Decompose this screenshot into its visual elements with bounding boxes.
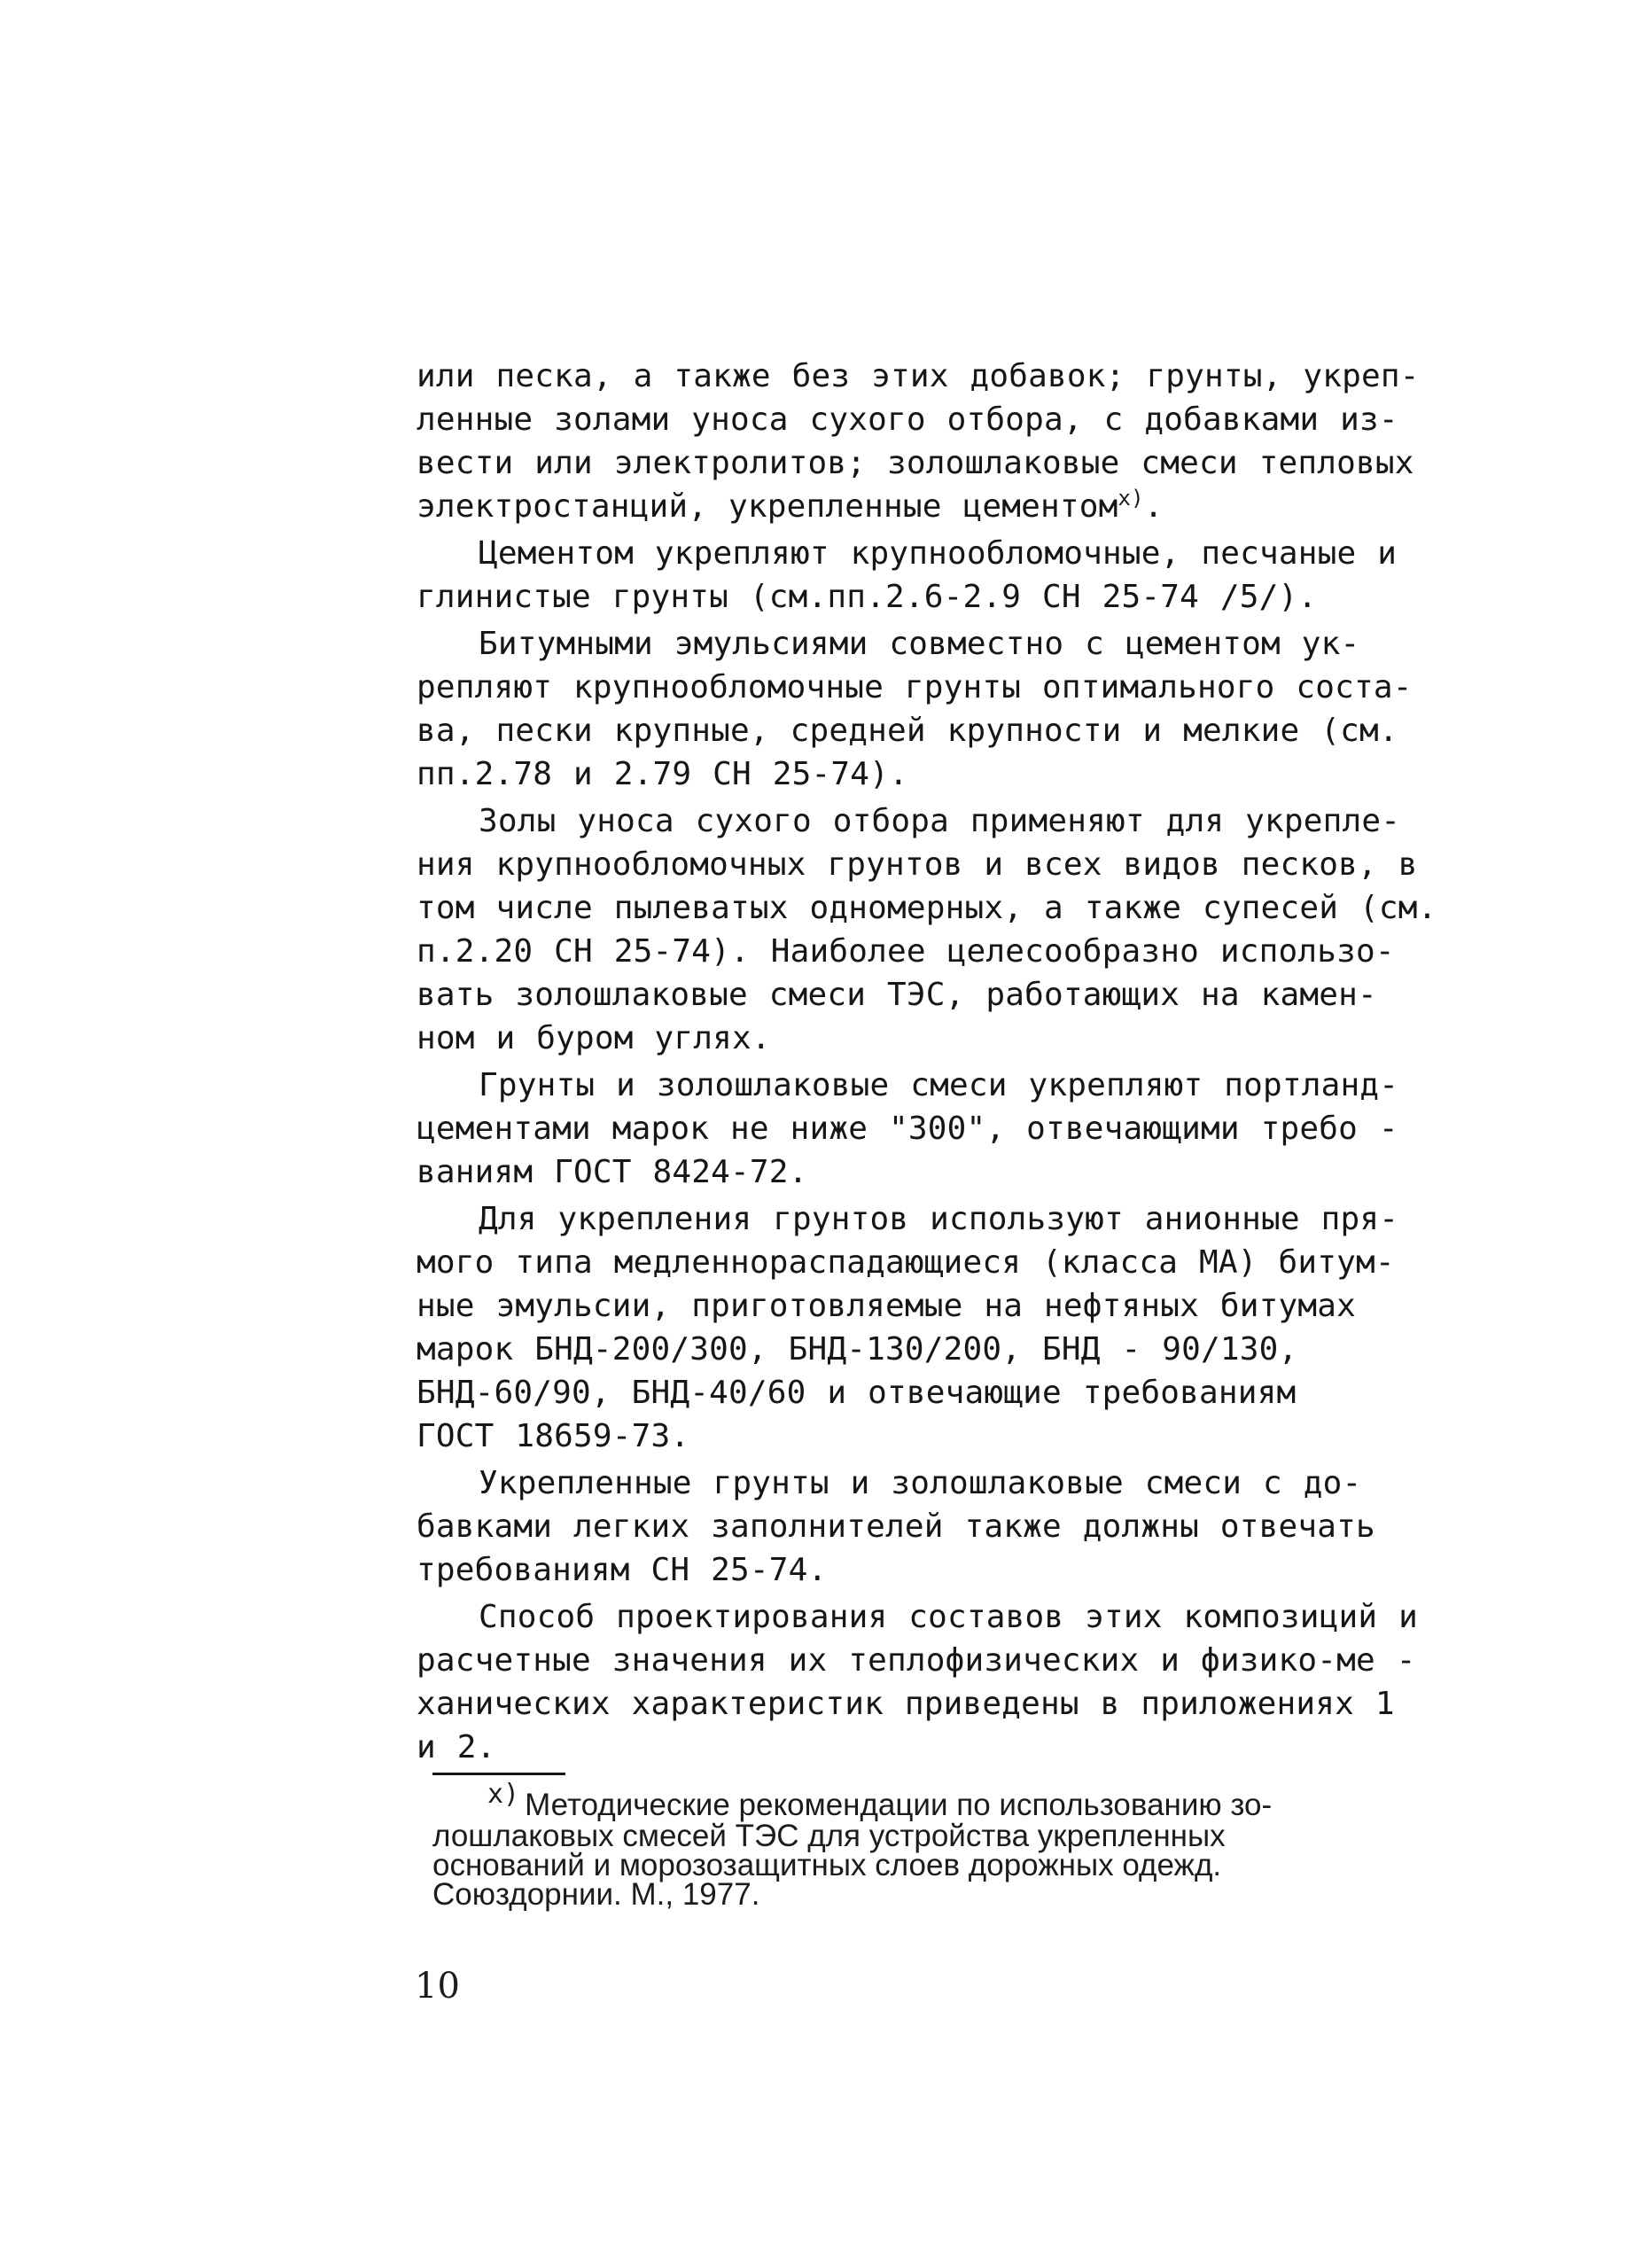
footnote-divider <box>432 1773 565 1775</box>
paragraph-8 <box>417 1595 1542 1769</box>
text-line: ваниям ГОСТ 8424-72. <box>417 1154 808 1190</box>
paragraph-4 <box>417 799 1542 1060</box>
body-text <box>417 355 1542 1773</box>
text-line: вать золошлаковые смеси ТЭС, работающих на камен- <box>417 977 1377 1013</box>
text-line-with-note <box>417 485 1542 528</box>
text-line: Золы уноса сухого отбора применяют для укрепле- <box>479 803 1401 839</box>
text-line: цементами марок не ниже "300", отвечающими требо - <box>417 1111 1398 1147</box>
text-line: ва, пески крупные, средней крупности и мелкие (см. <box>417 713 1398 749</box>
paragraph-6 <box>417 1197 1542 1458</box>
paragraph-2 <box>417 532 1542 619</box>
text-line: или песка, а также без этих добавок; грунты, укреп- <box>417 358 1420 394</box>
text-line: ния крупнообломочных грунтов и всех видов песков, в <box>417 846 1418 883</box>
text-line: репляют крупнообломочные грунты оптимального соста- <box>417 669 1413 705</box>
paragraph-3 <box>417 622 1542 796</box>
text-line: п.2.20 СН 25-74). Наиболее целесообразно использо- <box>417 933 1395 970</box>
footnote-line: оснований и морозозащитных слоев дорожных одежд. <box>432 1848 1222 1882</box>
footnote <box>432 1779 1549 1912</box>
text-line: ханических характеристик приведены в приложениях 1 <box>417 1686 1395 1722</box>
text-line: расчетные значения их теплофизических и физико-ме - <box>417 1642 1416 1679</box>
text-line: Для укрепления грунтов используют анионные пря- <box>479 1201 1399 1237</box>
footnote-line: Союздорнии. М., 1977. <box>432 1877 760 1912</box>
text-line: Укрепленные грунты и золошлаковые смеси с до- <box>479 1465 1362 1501</box>
text-line: Грунты и золошлаковые смеси укрепляют портланд- <box>479 1067 1399 1103</box>
text-line: том числе пылеватых одномерных, а также супесей (см. <box>417 890 1437 926</box>
footnote-reference: x) <box>1118 486 1144 510</box>
text-line: ные эмульсии, приготовляемые на нефтяных битумах <box>417 1288 1356 1324</box>
text-line: марок БНД-200/300, БНД-130/200, БНД - 90/130, <box>417 1331 1298 1368</box>
paragraph-5 <box>417 1064 1542 1194</box>
text-line-end: . <box>1143 488 1164 525</box>
text-line: ГОСТ 18659-73. <box>417 1418 690 1454</box>
paragraph-1 <box>417 355 1542 528</box>
text-line: и 2. <box>417 1729 496 1765</box>
text-line: ленные золами уноса сухого отбора, с добавками из- <box>417 401 1398 438</box>
text-line: БНД-60/90, БНД-40/60 и отвечающие требованиям <box>417 1375 1297 1411</box>
text-line: мого типа медленнораспадающиеся (класса МА) битум- <box>417 1244 1395 1281</box>
paragraph-7 <box>417 1461 1542 1592</box>
text-line: ном и буром углях. <box>417 1020 771 1056</box>
text-line: Битумными эмульсиями совместно с цементом ук- <box>479 626 1360 662</box>
page-number: 10 <box>415 1966 460 2007</box>
footnote-line <box>432 1779 1549 1822</box>
text-line: электростанций, укрепленные цементом <box>417 488 1118 525</box>
text-line: Цементом укрепляют крупнообломочные, песчаные и <box>479 535 1398 572</box>
footnote-marker: x) <box>487 1779 520 1810</box>
text-line: вести или электролитов; золошлаковые смеси тепловых <box>417 445 1414 481</box>
text-line: глинистые грунты (см.пп.2.6-2.9 СН 25-74 /5/). <box>417 579 1318 615</box>
text-line: пп.2.78 и 2.79 СН 25-74). <box>417 756 908 792</box>
footnote-line: лошлаковых смесей ТЭС для устройства укрепленных <box>432 1819 1226 1853</box>
text-line: требованиям СН 25-74. <box>417 1552 828 1588</box>
text-line: Способ проектирования составов этих композиций и <box>479 1599 1418 1635</box>
footnote-text: Методические рекомендации по использованию зо- <box>525 1788 1273 1822</box>
text-line: бавками легких заполнителей также должны отвечать <box>417 1508 1375 1545</box>
